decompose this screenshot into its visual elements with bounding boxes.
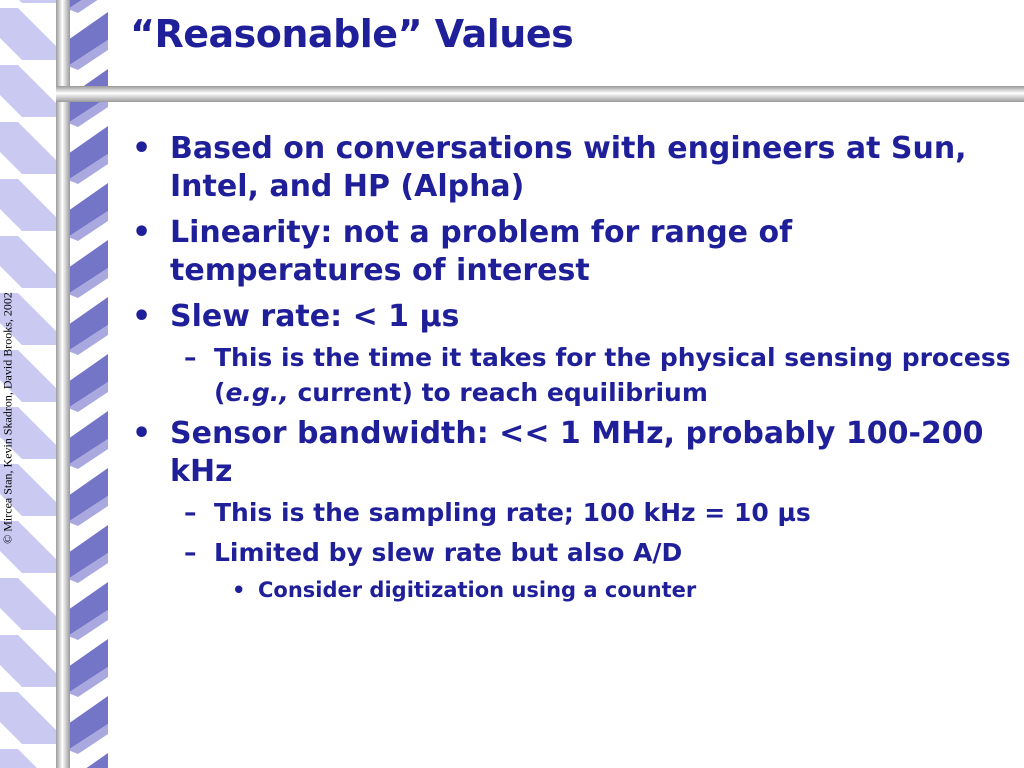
sub-bullet-item-limited-by [132,535,1012,570]
sub-bullet-text-before: This is the time it takes for the physical sensing process ( [214,343,1011,407]
sub-sub-bullet-item-digitization [132,575,1012,605]
ribbon-band-light [0,749,58,768]
bullet-dot-icon: • [132,131,152,166]
slide-title: “Reasonable” Values [130,12,574,56]
slide-body [132,130,1012,605]
small-bullet-dot-icon: • [232,578,246,602]
bullet-text: Based on conversations with engineers at Sun, Intel, and HP (Alpha) [170,131,967,204]
ribbon-band-light [0,635,58,687]
ribbon-band-light [0,0,58,3]
bullet-item-slew-rate [132,298,1012,336]
bullet-list [132,130,1012,605]
sub-bullet-text: Limited by slew rate but also A/D [214,538,683,567]
bullet-item-linearity [132,214,1012,290]
bullet-dot-icon: • [132,416,152,451]
sub-bullet-item-sampling-rate [132,495,1012,530]
dash-icon: – [184,538,197,567]
bullet-text: Linearity: not a problem for range of temperatures of interest [170,215,793,288]
ribbon-band-light [0,692,58,744]
sub-bullet-text-after: current) to reach equilibrium [288,378,708,407]
ribbon-band-light [0,65,58,117]
ribbon-band-shadow [68,753,108,768]
sub-bullet-text: This is the sampling rate; 100 kHz = 10 µs [214,498,811,527]
ribbon-band-light [0,236,58,288]
horizontal-title-rule [56,86,1024,102]
bullet-item-sensor-bandwidth [132,415,1012,491]
bullet-dot-icon: • [132,299,152,334]
vertical-rule [56,0,70,768]
sub-bullet-item-slew-definition [132,340,1012,410]
dash-icon: – [184,343,197,372]
sub-sub-bullet-text: Consider digitization using a counter [258,578,697,602]
ribbon-band-light [0,8,58,60]
sub-bullet-text-italic: e.g., [225,378,289,407]
ribbon-band-light [0,578,58,630]
ribbon-band-light [0,122,58,174]
ribbon-band-light [0,179,58,231]
dash-icon: – [184,498,197,527]
bullet-item-sources [132,130,1012,206]
bullet-text: Slew rate: < 1 µs [170,299,460,334]
bullet-text: Sensor bandwidth: << 1 MHz, probably 100-200 kHz [170,416,984,489]
copyright-notice: © Mircea Stan, Kevin Skadron, David Brooks, 2002 [0,292,15,544]
bullet-dot-icon: • [132,215,152,250]
